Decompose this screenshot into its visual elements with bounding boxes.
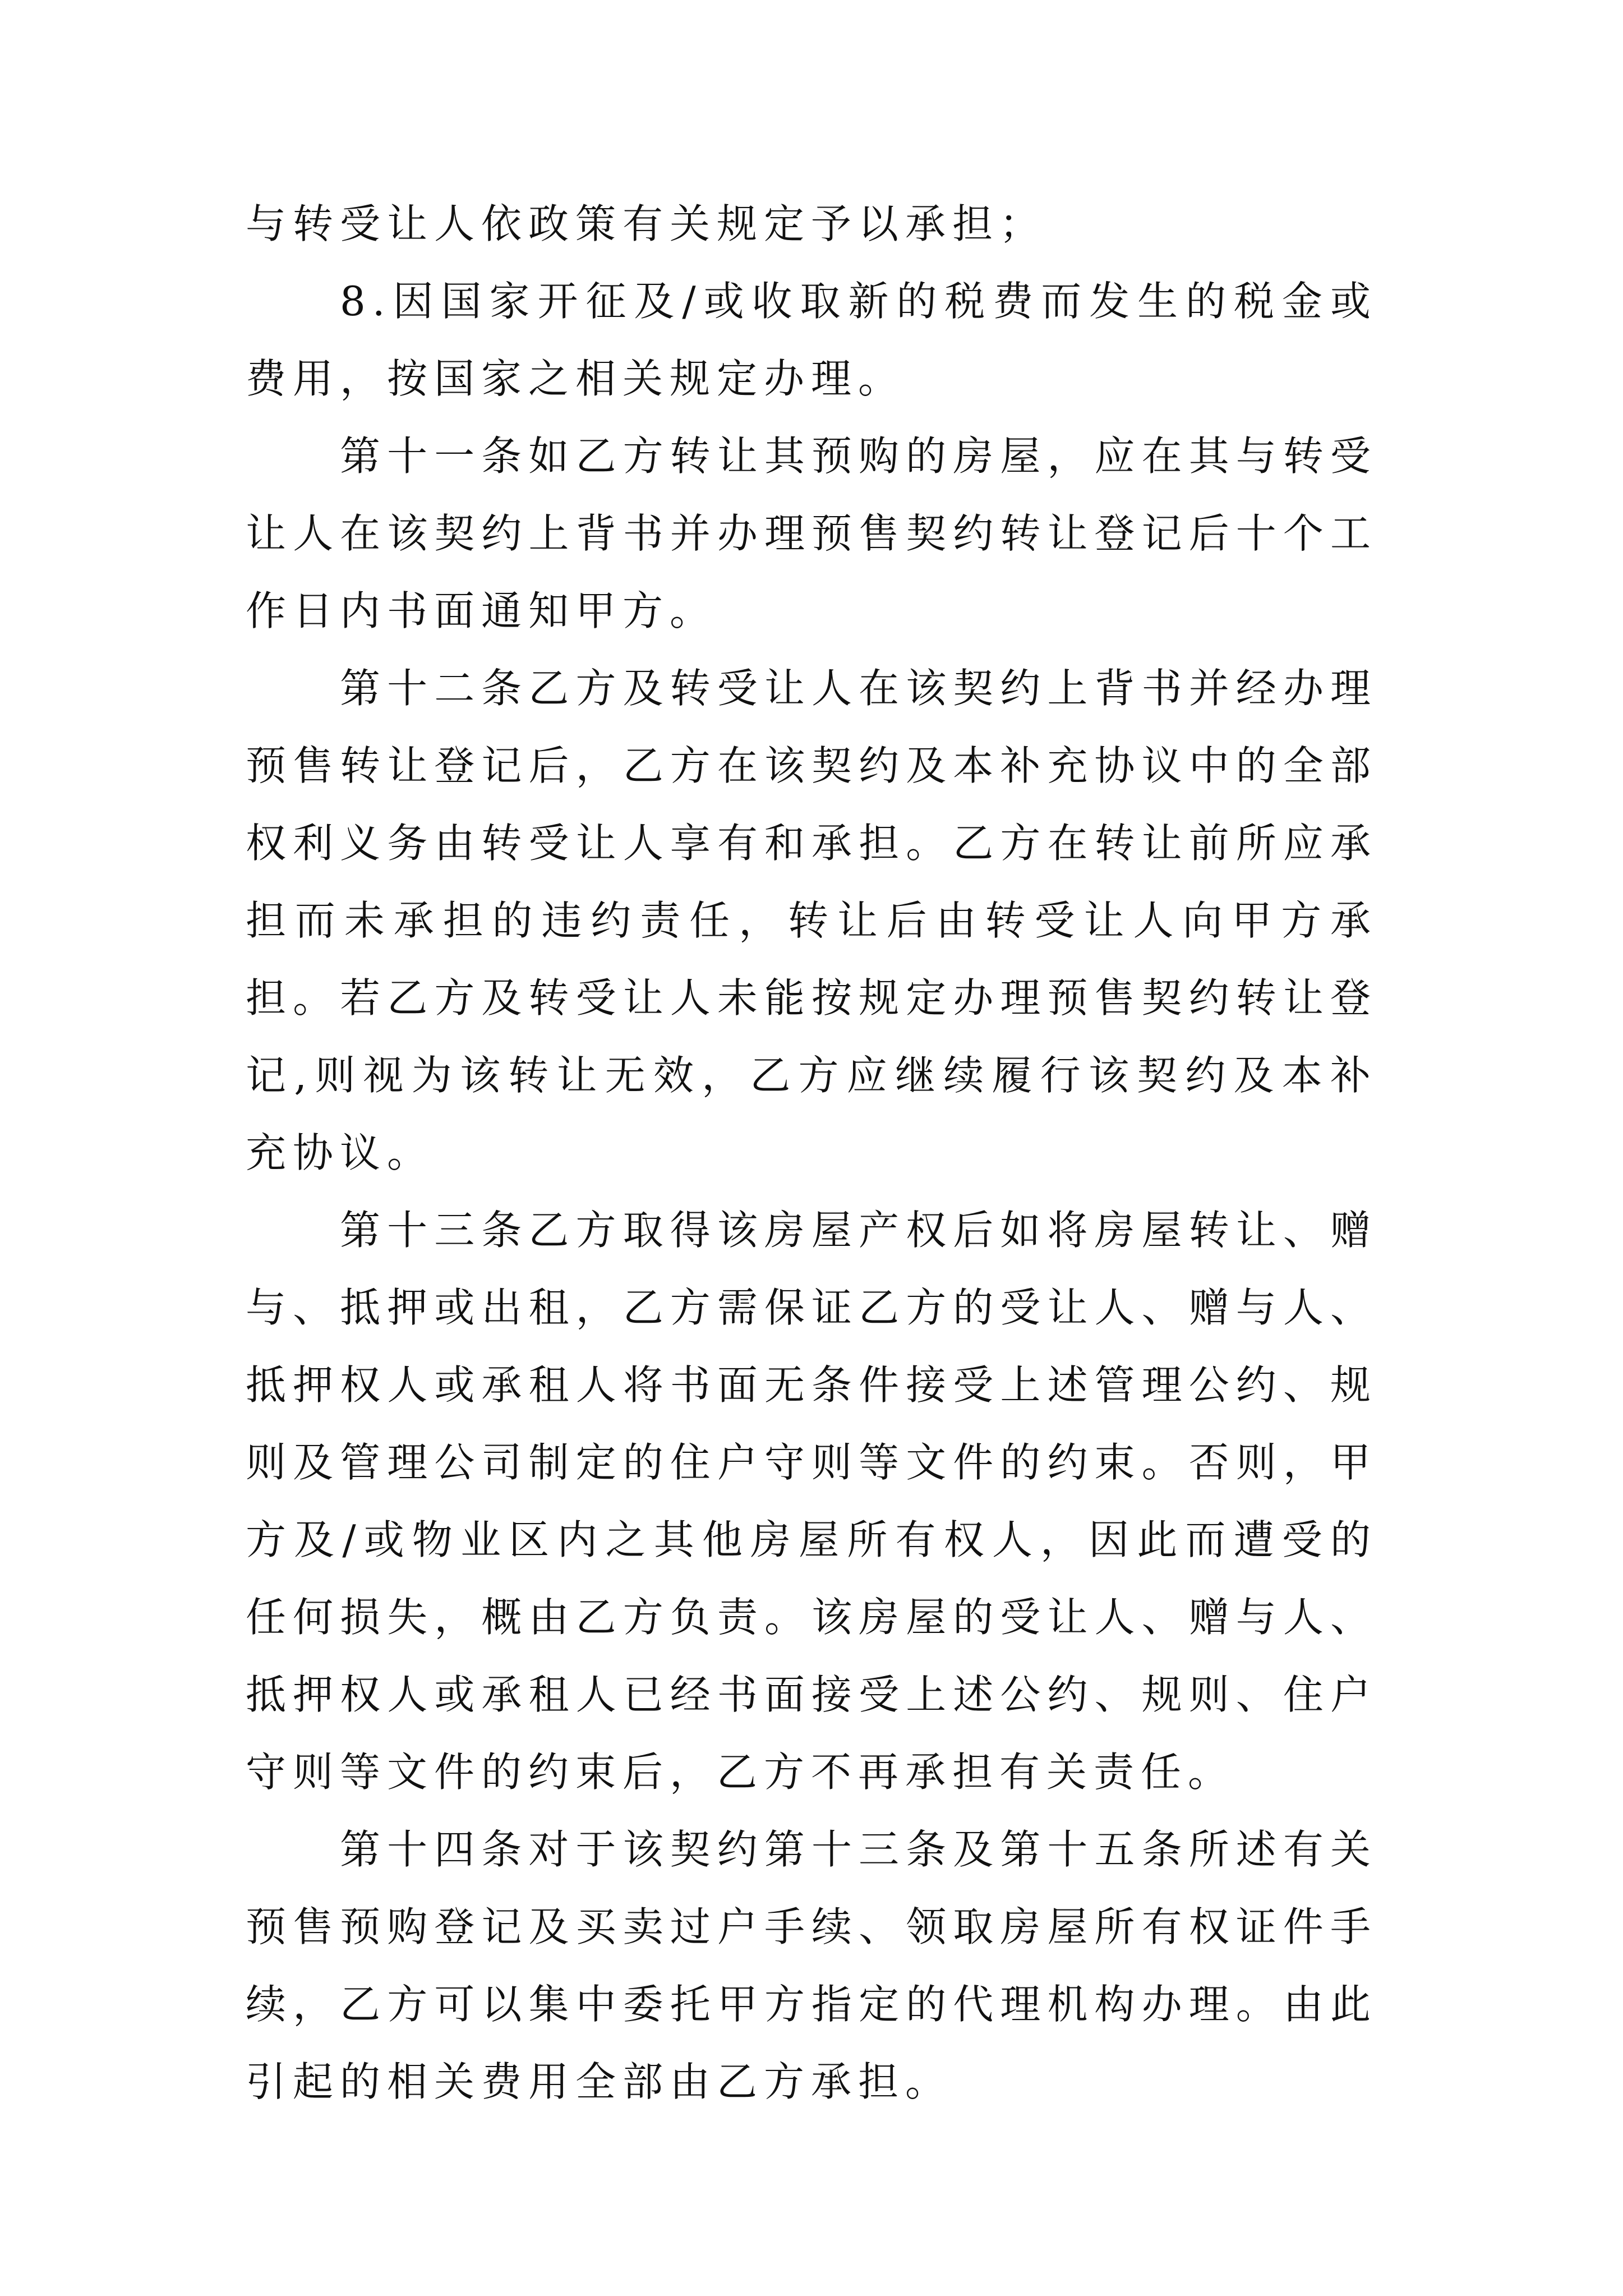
- paragraph-continuation: 与转受让人依政策有关规定予以承担；: [246, 200, 1047, 247]
- paragraph-article-11: 第十一条如乙方转让其预购的房屋，应在其与转受让人在该契约上背书并办理预售契约转让登记后十个工作日内书面通知甲方。: [246, 432, 1377, 634]
- paragraph-article-13: 第十三条乙方取得该房屋产权后如将房屋转让、赠与、抵押或出租，乙方需保证乙方的受让人、赠与人、抵押权人或承租人将书面无条件接受上述管理公约、规则及管理公司制定的住户守则等文件的约束。否则，甲方及/或物业区内之其他房屋所有权人，因此而遭受的任何损失，概由乙方负责。该房屋的受让人、赠与人、抵押权人或承租人已经书面接受上述公约、规则、住户守则等文件的约束后，乙方不再承担有关责任。: [246, 1207, 1377, 1796]
- paragraph-item-8: 8.因国家开征及/或收取新的税费而发生的税金或费用，按国家之相关规定办理。: [246, 278, 1377, 402]
- paragraph-article-14: 第十四条对于该契约第十三条及第十五条所述有关预售预购登记及买卖过户手续、领取房屋所有权证件手续，乙方可以集中委托甲方指定的代理机构办理。由此引起的相关费用全部由乙方承担。: [246, 1826, 1377, 2105]
- paragraph-article-12: 第十二条乙方及转受让人在该契约上背书并经办理预售转让登记后，乙方在该契约及本补充协议中的全部权利义务由转受让人享有和承担。乙方在转让前所应承担而未承担的违约责任，转让后由转受让人向甲方承担。若乙方及转受让人未能按规定办理预售契约转让登记,则视为该转让无效，乙方应继续履行该契约及本补充协议。: [246, 665, 1377, 1176]
- document-body: [246, 185, 1377, 2120]
